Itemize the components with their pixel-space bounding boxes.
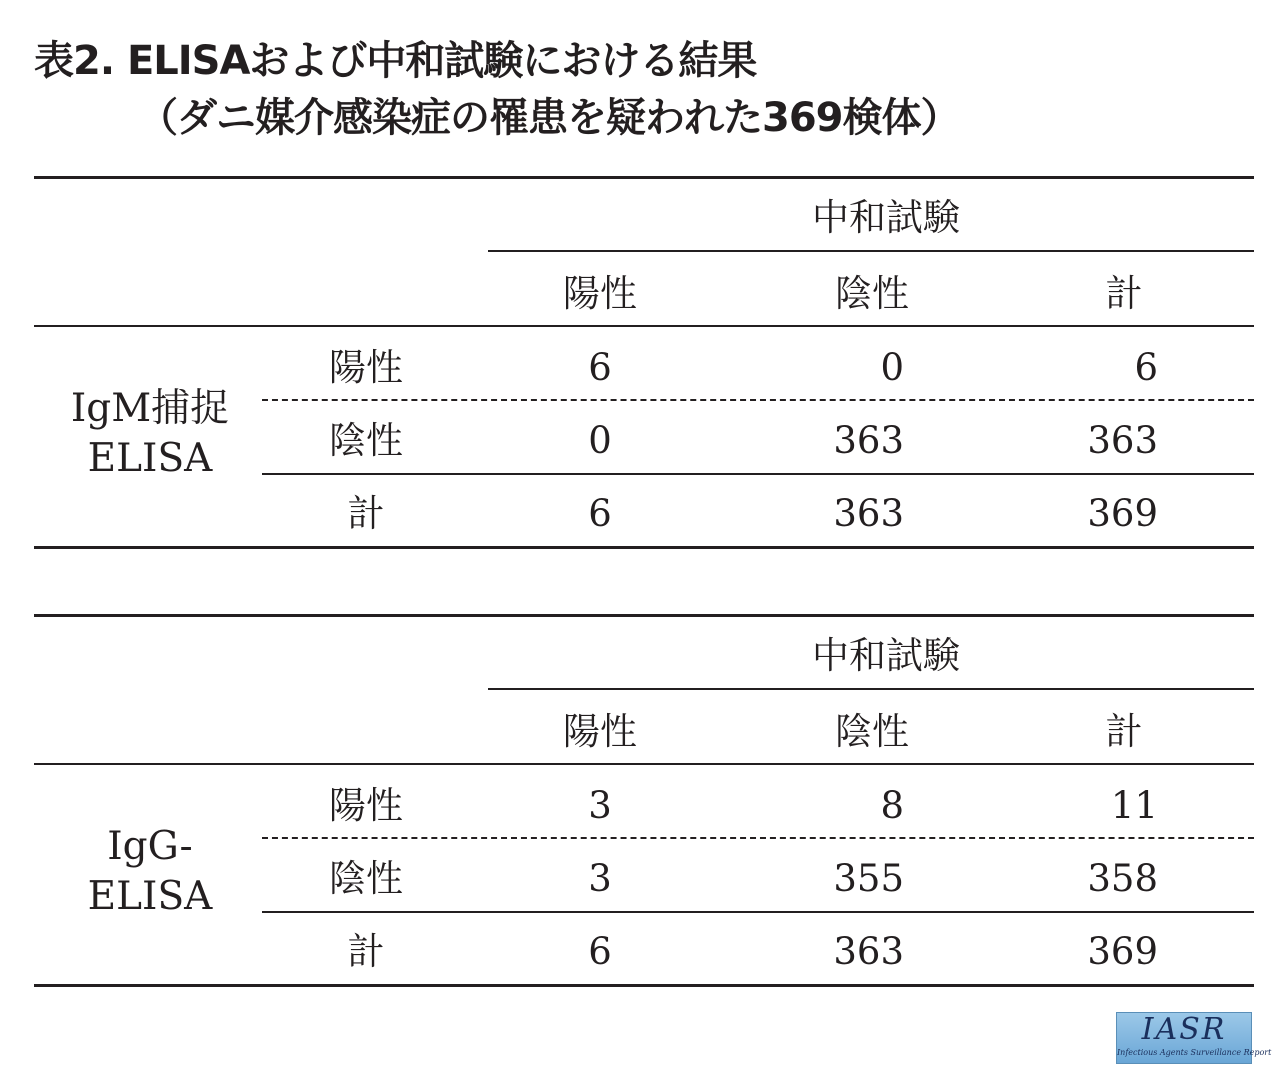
total-rule <box>262 473 1254 475</box>
cell: 369 <box>1087 492 1158 535</box>
cell: 369 <box>1087 930 1158 973</box>
igm-elisa-table <box>0 176 1288 556</box>
cell: 3 <box>588 857 612 900</box>
row-group-label-line1: IgM捕捉 <box>70 386 230 431</box>
col-header-positive: 陽性 <box>563 272 637 315</box>
cell: 0 <box>880 346 904 389</box>
row-label-negative: 陰性 <box>329 857 403 900</box>
col-header-total: 計 <box>1105 710 1143 753</box>
cell: 363 <box>1087 419 1158 462</box>
col-header-negative: 陰性 <box>835 272 909 315</box>
row-group-label <box>60 384 240 484</box>
bottom-rule <box>34 546 1254 549</box>
group-header: 中和試験 <box>812 196 960 239</box>
total-rule <box>262 911 1254 913</box>
logo-mark: IASR <box>1141 1012 1227 1047</box>
row-group-label-line2: ELISA <box>87 436 213 481</box>
header-rule <box>488 688 1254 690</box>
cell: 8 <box>880 784 904 827</box>
cell: 355 <box>833 857 904 900</box>
iasr-logo <box>1116 1012 1272 1064</box>
row-label-negative: 陰性 <box>329 419 403 462</box>
top-rule <box>34 614 1254 617</box>
subheader-rule <box>34 325 1254 327</box>
row-label-positive: 陽性 <box>329 346 403 389</box>
dotted-divider <box>262 837 1254 839</box>
cell: 6 <box>588 346 612 389</box>
bottom-rule <box>34 984 1254 987</box>
cell: 6 <box>588 492 612 535</box>
cell: 3 <box>588 784 612 827</box>
cell: 363 <box>833 930 904 973</box>
cell: 363 <box>833 492 904 535</box>
row-label-positive: 陽性 <box>329 784 403 827</box>
cell: 358 <box>1087 857 1158 900</box>
row-label-total: 計 <box>347 930 385 973</box>
row-group-label-line1: IgG- <box>107 824 193 869</box>
col-header-positive: 陽性 <box>563 710 637 753</box>
col-header-total: 計 <box>1105 272 1143 315</box>
cell: 6 <box>1134 346 1158 389</box>
col-header-negative: 陰性 <box>835 710 909 753</box>
subheader-rule <box>34 763 1254 765</box>
dotted-divider <box>262 399 1254 401</box>
cell: 0 <box>588 419 612 462</box>
table-subtitle: （ダニ媒介感染症の罹患を疑われた369検体） <box>138 95 960 141</box>
row-label-total: 計 <box>347 492 385 535</box>
row-group-label-line2: ELISA <box>87 874 213 919</box>
cell: 363 <box>833 419 904 462</box>
header-rule <box>488 250 1254 252</box>
logo-subtitle: Infectious Agents Surveillance Report <box>1117 1048 1272 1057</box>
group-header: 中和試験 <box>812 634 960 677</box>
cell: 6 <box>588 930 612 973</box>
table-title: 表2. ELISAおよび中和試験における結果 <box>34 38 757 84</box>
top-rule <box>34 176 1254 179</box>
row-group-label <box>60 822 240 922</box>
cell: 11 <box>1110 784 1158 827</box>
igg-elisa-table <box>0 614 1288 994</box>
